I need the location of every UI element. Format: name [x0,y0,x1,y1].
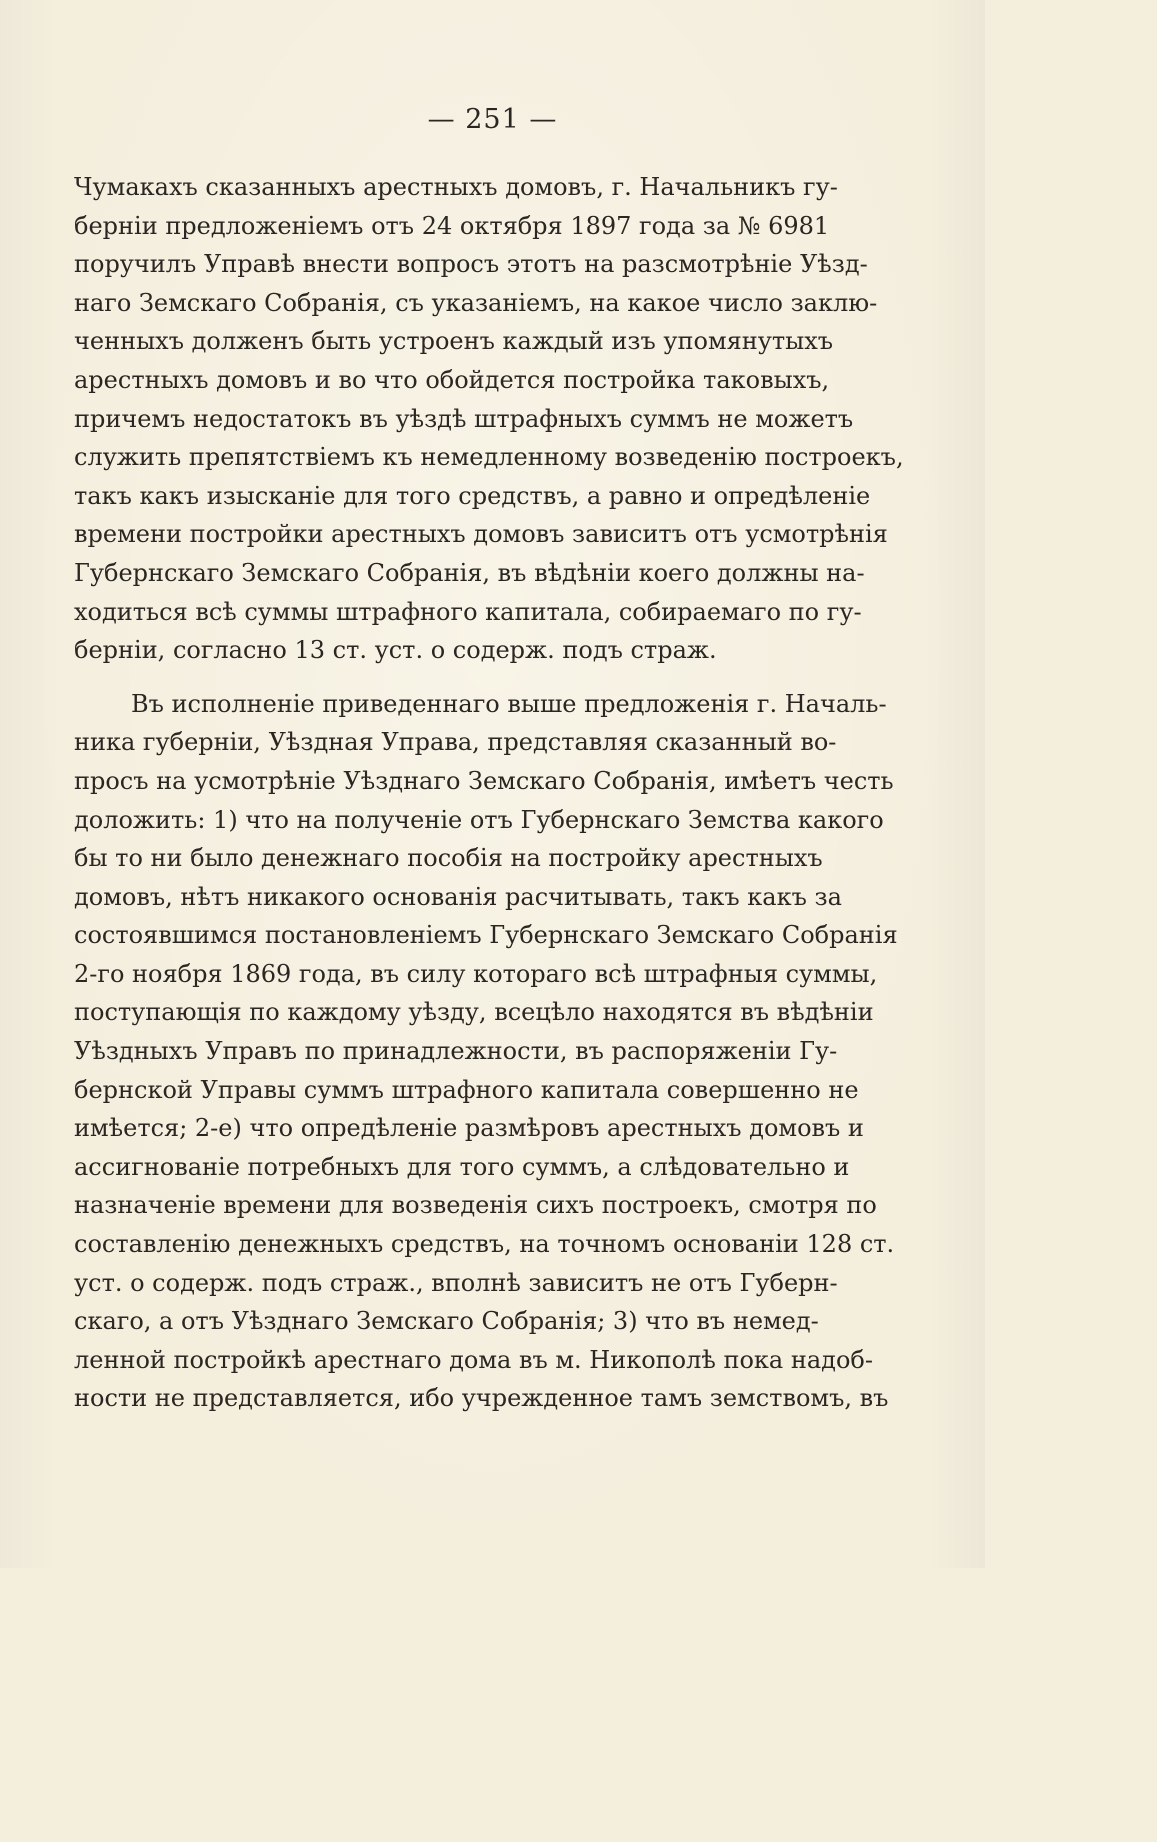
text-line: Губернскаго Земскаго Собранія, въ вѣдѣніи коего должны на- [74,558,865,587]
text-line: Чумакахъ сказанныхъ арестныхъ домовъ, г. Начальникъ гу- [74,173,838,201]
text-line: ности не представляется, ибо учрежденное тамъ земствомъ, въ [74,1384,889,1413]
text-line: служить препятствіемъ къ немедленному возведенію построекъ, [74,443,904,472]
text-line: домовъ, нѣтъ никакого основанія расчитывать, такъ какъ за [74,882,842,911]
text-line: Въ исполненіе приведеннаго выше предложенія г. Началь- [131,689,887,718]
text-line: Уѣздныхъ Управъ по принадлежности, въ распоряженіи Гу- [74,1037,838,1066]
text-line: ника губерніи, Уѣздная Управа, представляя сказанный во- [74,728,837,757]
text-line: имѣется; 2-е) что опредѣленіе размѣровъ арестныхъ домовъ и [74,1114,864,1143]
text-line: берніи предложеніемъ отъ 24 октября 1897 года за № 6981 [74,211,830,240]
text-line: наго Земскаго Собранія, съ указаніемъ, на какое число заклю- [74,288,878,317]
text-line: 2-го ноября 1869 года, въ силу котораго всѣ штрафныя суммы, [74,959,878,988]
text-line: времени постройки арестныхъ домовъ зависитъ отъ усмотрѣнія [74,520,888,549]
text-line: просъ на усмотрѣніе Уѣзднаго Земскаго Собранія, имѣетъ честь [74,766,894,795]
text-line: поручилъ Управѣ внести вопросъ этотъ на разсмотрѣніе Уѣзд- [74,250,868,279]
text-line: такъ какъ изысканіе для того средствъ, а равно и опредѣленіе [74,481,871,510]
paragraph-2 [74,685,898,1418]
text-line: причемъ недостатокъ въ уѣздѣ штрафныхъ суммъ не можетъ [74,404,854,433]
text-line: доложить: 1) что на полученіе отъ Губернскаго Земства какого [74,805,884,834]
text-line: состоявшимся постановленіемъ Губернскаго Земскаго Собранія [74,921,898,950]
text-line: ходиться всѣ суммы штрафного капитала, собираемаго по гу- [74,597,862,626]
text-line: скаго, а отъ Уѣзднаго Земскаго Собранія; 3) что въ немед- [74,1307,819,1336]
text-line: ассигнованіе потребныхъ для того суммъ, а слѣдовательно и [74,1152,850,1181]
text-line: уст. о содерж. подъ страж., вполнѣ зависитъ не отъ Губерн- [74,1268,838,1297]
text-line: ленной постройкѣ арестнаго дома въ м. Никополѣ пока надоб- [74,1345,873,1374]
text-line: бы то ни было денежнаго пособія на постройку арестныхъ [74,844,823,873]
page-number: — 251 — [427,104,558,135]
text-line: ченныхъ долженъ быть устроенъ каждый изъ упомянутыхъ [74,327,834,356]
text-line: бернской Управы суммъ штрафного капитала совершенно не [74,1075,859,1104]
text-line: берніи, согласно 13 ст. уст. о содерж. подъ страж. [74,636,717,665]
paragraph-spacer [74,670,810,685]
body-text [74,168,904,1418]
text-line: арестныхъ домовъ и во что обойдется постройка таковыхъ, [74,365,830,394]
text-line: назначеніе времени для возведенія сихъ построекъ, смотря по [74,1191,877,1220]
text-line: поступающія по каждому уѣзду, всецѣло находятся въ вѣдѣніи [74,998,874,1027]
text-line: составленію денежныхъ средствъ, на точномъ основаніи 128 ст. [74,1230,895,1259]
paragraph-1 [74,168,904,670]
